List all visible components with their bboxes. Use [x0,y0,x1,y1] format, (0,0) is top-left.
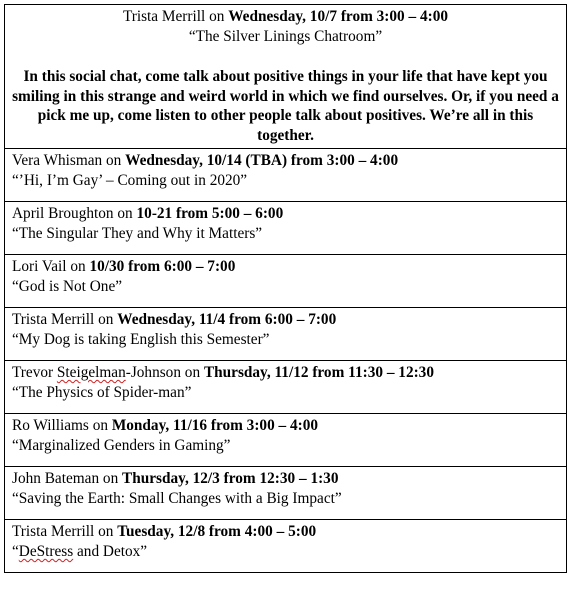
session-joiner: on [88,417,112,434]
session-joiner: on [113,205,137,222]
session-row [5,308,567,361]
session-joiner: on [66,258,90,275]
session-cell [5,414,567,467]
session-host-first: Trevor [12,364,57,381]
session-host: April Broughton [12,205,114,222]
session-cell [5,361,567,414]
session-host: Vera Whisman [12,152,103,169]
session-row [5,467,567,520]
session-joiner: on [102,152,126,169]
session-row [5,149,567,202]
session-host-rest: -Johnson [125,364,181,381]
session-when: Monday, 11/16 from 3:00 – 4:00 [111,417,319,434]
session-joiner: on [99,470,123,487]
session-when: Wednesday, 10/14 (TBA) from 3:00 – 4:00 [125,152,399,169]
session-when: 10/30 from 6:00 – 7:00 [89,258,236,275]
session-title: “Marginalized Genders in Gaming” [12,437,231,454]
session-title-rest: and Detox” [73,543,148,560]
session-when: Thursday, 12/3 from 12:30 – 1:30 [122,470,339,487]
spellcheck-underlined-word: Steigelman [56,364,126,381]
session-heading [12,310,559,330]
session-title [12,542,559,562]
session-heading [12,469,559,489]
featured-title: “The Silver Linings Chatroom” [188,28,383,45]
session-title-open: “ [12,543,19,560]
session-host: Trista Merrill [12,523,95,540]
session-title: “Saving the Earth: Small Changes with a Big Impact” [12,490,342,507]
session-when: Thursday, 11/12 from 11:30 – 12:30 [203,364,434,381]
session-title: “The Physics of Spider-man” [12,384,192,401]
featured-session-cell [5,5,567,149]
featured-host: Trista Merrill [122,8,206,25]
session-title: “The Singular They and Why it Matters” [12,225,263,242]
session-cell [5,202,567,255]
session-joiner: on [94,523,118,540]
session-host: Trista Merrill [12,311,95,328]
session-row [5,414,567,467]
session-heading [12,204,559,224]
session-heading [12,416,559,436]
session-heading [12,522,559,542]
session-when: Tuesday, 12/8 from 4:00 – 5:00 [117,523,317,540]
featured-session-row [5,5,567,149]
session-row [5,255,567,308]
session-heading [12,151,559,171]
session-joiner: on [94,311,118,328]
session-row [5,520,567,573]
session-title: “My Dog is taking English this Semester” [12,331,270,348]
session-row [5,361,567,414]
spellcheck-underlined-word: DeStress [18,543,74,560]
session-cell [5,467,567,520]
featured-description: In this social chat, come talk about positive things in your life that have kept you smiling in this strange and weird world in which we find ourselves. Or, if you need a pick me up, come listen to other people talk about positives. We’re all in this together. [12,68,559,144]
featured-when: Wednesday, 10/7 from 3:00 – 4:00 [228,8,449,25]
featured-joiner: on [205,8,229,25]
schedule-table [4,4,567,573]
featured-session-heading [12,7,559,27]
session-host [12,364,181,381]
session-row [5,202,567,255]
session-cell [5,149,567,202]
session-when: 10-21 from 5:00 – 6:00 [136,205,284,222]
session-host: Ro Williams [12,417,89,434]
session-title: “’Hi, I’m Gay’ – Coming out in 2020” [12,172,248,189]
session-host: John Bateman [12,470,100,487]
session-cell [5,255,567,308]
session-cell [5,520,567,573]
session-heading [12,363,559,383]
session-host: Lori Vail [12,258,67,275]
session-when: Wednesday, 11/4 from 6:00 – 7:00 [117,311,337,328]
session-cell [5,308,567,361]
session-heading [12,257,559,277]
session-title: “God is Not One” [12,278,123,295]
session-joiner: on [180,364,204,381]
